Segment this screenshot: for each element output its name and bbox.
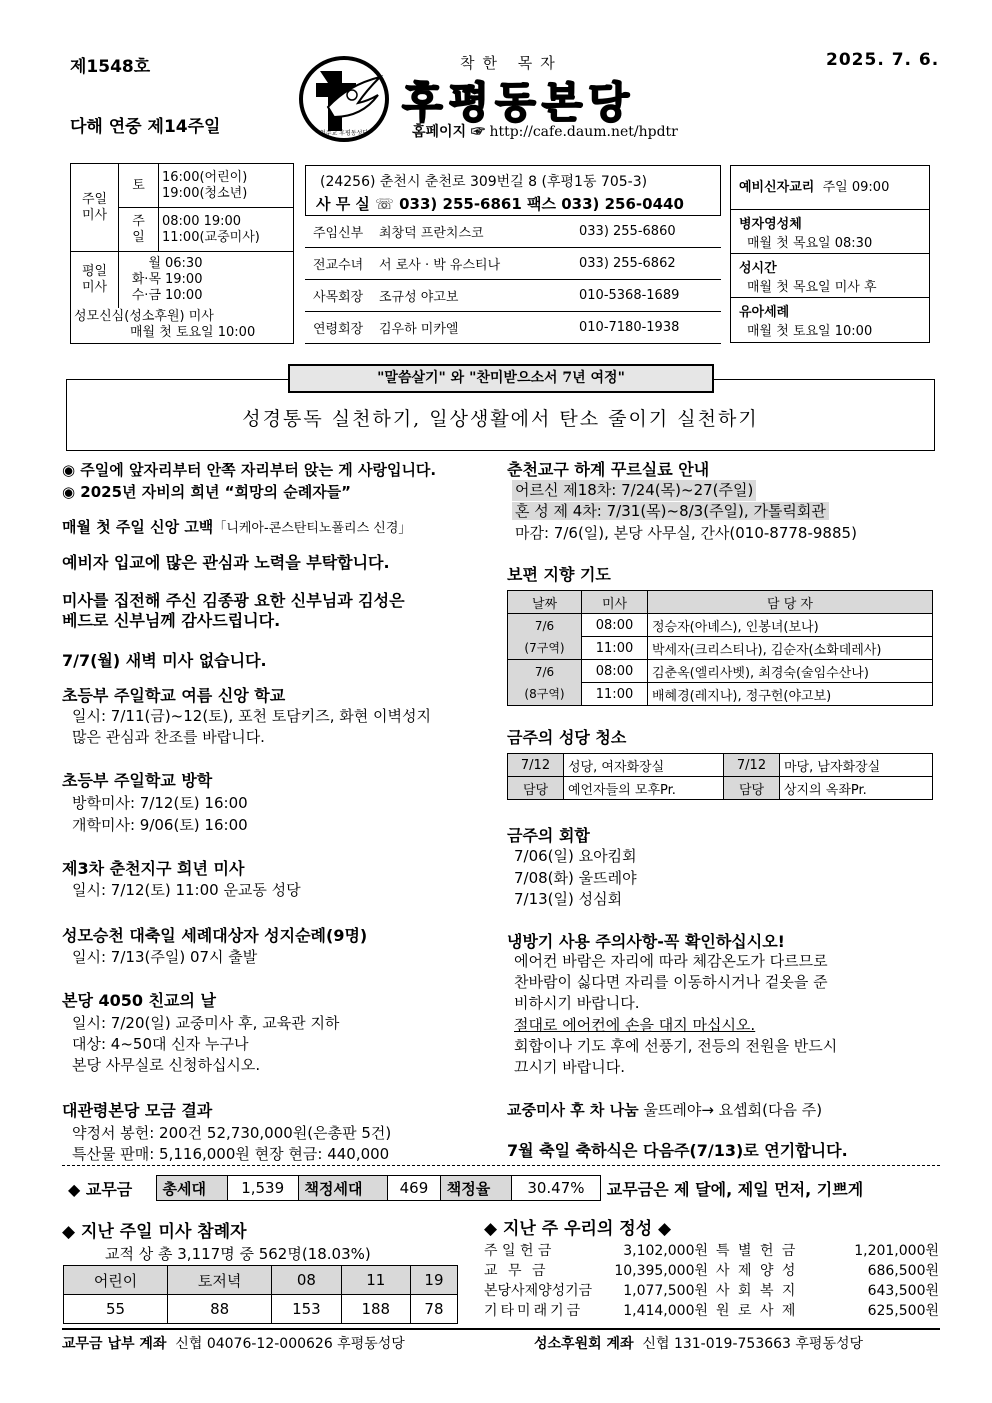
staff-row <box>305 280 721 312</box>
weekday-mass-label: 평일 미사 <box>71 252 119 308</box>
dues-assigned: 469 <box>388 1176 441 1201</box>
saturday-label: 토 <box>119 164 159 208</box>
staff-role: 연령회장 <box>305 312 371 344</box>
cleaning-table <box>507 753 933 800</box>
cleaning-date: 7/12 <box>724 754 780 777</box>
church-logo <box>298 55 394 143</box>
prayer-date-7: 7/6 (7구역) <box>508 614 582 660</box>
staff-row <box>305 216 721 248</box>
vacation-line-1: 방학미사: 7/12(토) 16:00 <box>72 794 248 812</box>
theme-tab: "말씀살기" 와 "찬미받으소서 7년 여정" <box>288 364 714 393</box>
vacation-heading: 초등부 주일학교 방학 <box>62 771 213 790</box>
staff-name: 최창덕 프란치스코 <box>371 216 571 248</box>
offering-category: 주 일 헌 금 <box>484 1243 552 1259</box>
meetings-heading: 금주의 회합 <box>507 826 590 845</box>
sunday-times: 08:00 19:00 11:00(교중미사) <box>159 208 294 252</box>
staff-phone: 033) 255-6860 <box>571 216 721 248</box>
cleaning-team-label: 담당 <box>724 777 780 800</box>
notice-jubilee: ◉ 2025년 자비의 희년 “희망의 순례자들” <box>62 483 352 501</box>
aircon-line: 찬바람이 싫다면 자리를 이동하시거나 겉옷을 준 <box>514 973 828 991</box>
church-subtitle: 착한 목자 <box>460 54 563 72</box>
notice-thanks-1: 미사를 집전해 주신 김종광 요한 신부님과 김성은 <box>62 591 405 610</box>
theme-main: 성경통독 실천하기, 일상생활에서 탄소 줄이기 실천하기 <box>242 408 759 430</box>
attendance-val: 188 <box>341 1295 410 1324</box>
attendance-title: ◆ 지난 주일 미사 참례자 <box>62 1222 247 1242</box>
camp-heading: 초등부 주일학교 여름 신앙 학교 <box>62 686 286 705</box>
offering-amount: 1,414,000원 <box>623 1303 708 1319</box>
fellowship-line-1: 일시: 7/20(일) 교중미사 후, 교육관 지하 <box>72 1014 340 1032</box>
svg-text:천주교 후평동성당: 천주교 후평동성당 <box>319 130 369 137</box>
dues-account: 교무금 납부 계좌 신협 04076-12-000626 후평동성당 <box>62 1336 405 1352</box>
homepage[interactable] <box>412 121 678 141</box>
cursillo-heading: 춘천교구 하계 꾸르실료 안내 <box>507 460 710 479</box>
footer-divider <box>62 1328 940 1330</box>
fellowship-line-3: 본당 사무실로 신청하십시오. <box>72 1056 261 1074</box>
dues-rate: 30.47% <box>512 1176 601 1201</box>
attendance-val: 78 <box>410 1295 457 1324</box>
offering-amount: 1,077,500원 <box>623 1283 708 1299</box>
attendance-col: 08 <box>272 1266 341 1295</box>
camp-line-2: 많은 관심과 찬조를 바랍니다. <box>72 728 265 746</box>
offering-amount: 10,395,000원 <box>614 1263 708 1279</box>
attendance-table <box>63 1265 458 1324</box>
weekday-times: 06:30 19:00 10:00 <box>165 255 203 303</box>
issue-date: 2025. 7. 6. <box>826 50 940 70</box>
offering-amount: 625,500원 <box>867 1303 939 1319</box>
staff-role: 주임신부 <box>305 216 371 248</box>
address-box <box>305 165 721 216</box>
schedule-catechism: 예비신자교리 주일 09:00 <box>731 166 929 210</box>
pilgrimage-heading: 성모승천 대축일 세례대상자 성지순례(9명) <box>62 926 368 945</box>
prayer-time: 08:00 <box>582 614 648 637</box>
schedule-holy-hour: 성시간 매월 첫 목요일 미사 후 <box>731 254 929 298</box>
staff-table <box>305 215 721 344</box>
fundraising-line-1: 약정서 봉헌: 200건 52,730,000원(은총판 5건) <box>72 1124 392 1142</box>
prayer-time: 08:00 <box>582 660 648 683</box>
prayer-time: 11:00 <box>582 683 648 706</box>
cleaning-team: 상지의 옥좌Pr. <box>780 777 933 800</box>
fellowship-line-2: 대상: 4~50대 신자 누구나 <box>72 1035 249 1053</box>
staff-phone: 010-5368-1689 <box>571 280 721 312</box>
offering-amount: 1,201,000원 <box>854 1243 939 1259</box>
notice-thanks-2: 베드로 신부님께 감사드립니다. <box>62 611 281 630</box>
offering-category: 본당사제양성기금 <box>484 1283 593 1299</box>
dues-total: 1,539 <box>227 1176 298 1201</box>
offering-category: 기타미래기금 <box>484 1303 584 1319</box>
camp-line-1: 일시: 7/11(금)~12(토), 포천 토담키즈, 화현 이벽성지 <box>72 707 432 725</box>
prayer-person: 김춘옥(엘리사벳), 최경숙(술임수산나) <box>648 660 933 683</box>
sunday-label: 주 일 <box>119 208 159 252</box>
prayer-date-8: 7/6 (8구역) <box>508 660 582 706</box>
aircon-line: 끄시기 바랍니다. <box>514 1058 625 1076</box>
vocation-account: 성소후원회 계좌 신협 131-019-753663 후평동성당 <box>534 1336 864 1352</box>
cursillo-line-2: 혼 성 제 4차: 7/31(목)~8/3(주일), 가톨릭회관 <box>512 501 829 522</box>
dues-label: ◆ 교무금 <box>68 1179 133 1199</box>
dues-assigned-label: 책정세대 <box>298 1176 388 1201</box>
tea-notice: 교중미사 후 차 나눔 울뜨레야→ 요셉회(다음 주) <box>507 1101 823 1119</box>
dues-bar <box>62 1175 940 1201</box>
staff-role: 전교수녀 <box>305 248 371 280</box>
meeting-item: 7/08(화) 울뜨레야 <box>514 869 637 887</box>
attendance-col: 토저녁 <box>168 1266 272 1295</box>
staff-phone: 010-7180-1938 <box>571 312 721 344</box>
marian-mass-time: 매월 첫 토요일 10:00 <box>130 325 256 341</box>
fundraising-heading: 대관령본당 모금 결과 <box>62 1101 213 1120</box>
dues-slogan: 교무금은 제 달에, 제일 먼저, 기쁘게 <box>606 1179 864 1199</box>
meeting-item: 7/13(일) 성심회 <box>514 890 623 908</box>
weekday-days: 월 화·목 수·금 <box>131 255 161 303</box>
offering-amount: 643,500원 <box>867 1283 939 1299</box>
sacrament-schedule <box>730 165 930 343</box>
offering-title: ◆ 지난 주 우리의 정성 ◆ <box>484 1219 672 1239</box>
issue-number: 제1548호 <box>70 57 151 77</box>
offering-amount: 686,500원 <box>867 1263 939 1279</box>
vacation-line-2: 개학미사: 9/06(토) 16:00 <box>72 816 248 834</box>
notice-no-mass: 7/7(월) 새벽 미사 없습니다. <box>62 651 267 670</box>
staff-name: 조규성 야고보 <box>371 280 571 312</box>
offering-category: 사 회 복 지 <box>716 1283 798 1299</box>
saturday-times: 16:00(어린이) 19:00(청소년) <box>159 164 294 208</box>
aircon-line: 에어컨 바람은 자리에 따라 체감온도가 다르므로 <box>514 952 828 970</box>
aircon-line: 비하시기 바랍니다. <box>514 994 640 1012</box>
jubilee-mass-heading: 제3차 춘천지구 희년 미사 <box>62 859 245 878</box>
church-logo-icon <box>298 55 394 143</box>
mass-schedule-table <box>70 163 294 344</box>
staff-phone: 033) 255-6862 <box>571 248 721 280</box>
pilgrimage-line: 일시: 7/13(주일) 07시 출발 <box>72 948 258 966</box>
prayer-person: 배혜경(레지나), 정구헌(야고보) <box>648 683 933 706</box>
staff-row <box>305 248 721 280</box>
cleaning-team-label: 담당 <box>508 777 564 800</box>
schedule-infant-baptism: 유아세례 매월 첫 토요일 10:00 <box>739 305 873 339</box>
offering-category: 특 별 헌 금 <box>716 1243 798 1259</box>
church-name: 후평동본당 <box>402 78 635 127</box>
staff-row <box>305 312 721 344</box>
sunday-mass-label: 주일 미사 <box>71 164 119 252</box>
cursillo-line-1: 어르신 제18차: 7/24(목)~27(주일) <box>512 480 756 501</box>
prayer-col-person: 담 당 자 <box>648 591 933 614</box>
feast-notice: 7월 축일 축하식은 다음주(7/13)로 연기합니다. <box>507 1141 848 1160</box>
offering-row <box>484 1240 939 1260</box>
prayer-col-date: 날짜 <box>508 591 582 614</box>
meeting-item: 7/06(일) 요아킴회 <box>514 847 637 865</box>
aircon-heading: 냉방기 사용 주의사항-꼭 확인하십시오! <box>507 932 785 951</box>
attendance-val: 153 <box>272 1295 341 1324</box>
divider <box>62 1165 940 1166</box>
homepage-label: 홈페이지 ☞ <box>412 124 485 140</box>
prayer-col-mass: 미사 <box>582 591 648 614</box>
homepage-link[interactable]: http://cafe.daum.net/hpdtr <box>489 124 678 140</box>
prayer-person: 박세자(크리스티나), 김순자(소화데레사) <box>648 637 933 660</box>
notice-creed: 매월 첫 주일 신앙 고백「니케아-콘스탄티노폴리스 신경」 <box>62 518 412 536</box>
attendance-col: 어린이 <box>64 1266 168 1295</box>
fellowship-heading: 본당 4050 친교의 날 <box>62 991 216 1010</box>
prayer-table <box>507 590 933 706</box>
offering-category: 원 로 사 제 <box>716 1303 798 1319</box>
prayer-person: 정승자(아녜스), 인봉녀(보나) <box>648 614 933 637</box>
staff-name: 김우하 미카엘 <box>371 312 571 344</box>
liturgical-week: 다해 연중 제14주일 <box>70 117 221 137</box>
attendance-summary: 교적 상 총 3,117명 중 562명(18.03%) <box>105 1245 371 1263</box>
marian-mass: 성모신심(성소후원) 미사 <box>74 309 214 325</box>
cleaning-heading: 금주의 성당 청소 <box>507 728 627 747</box>
offering-table <box>484 1240 939 1320</box>
attendance-col: 11 <box>341 1266 410 1295</box>
attendance-val: 55 <box>64 1295 168 1324</box>
offering-category: 교 무 금 <box>484 1263 549 1279</box>
aircon-line: 회합이나 기도 후에 선풍기, 전등의 전원을 반드시 <box>514 1037 838 1055</box>
notice-catechumen: 예비자 입교에 많은 관심과 노력을 부탁합니다. <box>62 553 390 572</box>
office-contact: 사 무 실 ☏ 033) 255-6861 팩스 033) 256-0440 <box>316 195 684 213</box>
cleaning-area: 마당, 남자화장실 <box>780 754 933 777</box>
cursillo-line-3: 마감: 7/6(일), 본당 사무실, 간사(010-8778-9885) <box>515 524 857 542</box>
offering-category: 사 제 양 성 <box>716 1263 798 1279</box>
offering-amount: 3,102,000원 <box>623 1243 708 1259</box>
prayer-heading: 보편 지향 기도 <box>507 565 611 584</box>
postal-address: (24256) 춘천시 춘천로 309번길 8 (후평1동 705-3) <box>320 174 648 190</box>
dues-total-label: 총세대 <box>156 1176 227 1201</box>
cleaning-team: 예언자들의 모후Pr. <box>564 777 724 800</box>
attendance-val: 88 <box>168 1295 272 1324</box>
offering-row <box>484 1280 939 1300</box>
prayer-time: 11:00 <box>582 637 648 660</box>
aircon-warning: 절대로 에어컨에 손을 대지 마십시오. <box>514 1016 756 1034</box>
cleaning-area: 성당, 여자화장실 <box>564 754 724 777</box>
dues-rate-label: 책정율 <box>440 1176 511 1201</box>
schedule-sick-communion: 병자영성체 매월 첫 목요일 08:30 <box>731 210 929 254</box>
staff-role: 사목회장 <box>305 280 371 312</box>
notice-seating: ◉ 주일에 앞자리부터 안쪽 자리부터 앉는 게 사랑입니다. <box>62 461 437 479</box>
attendance-col: 19 <box>410 1266 457 1295</box>
jubilee-mass-line: 일시: 7/12(토) 11:00 운교동 성당 <box>72 881 301 899</box>
offering-row <box>484 1260 939 1280</box>
fundraising-line-2: 특산물 판매: 5,116,000원 현장 현금: 440,000 <box>72 1145 390 1163</box>
staff-name: 서 로사 · 박 유스티나 <box>371 248 571 280</box>
cleaning-date: 7/12 <box>508 754 564 777</box>
offering-row <box>484 1300 939 1320</box>
